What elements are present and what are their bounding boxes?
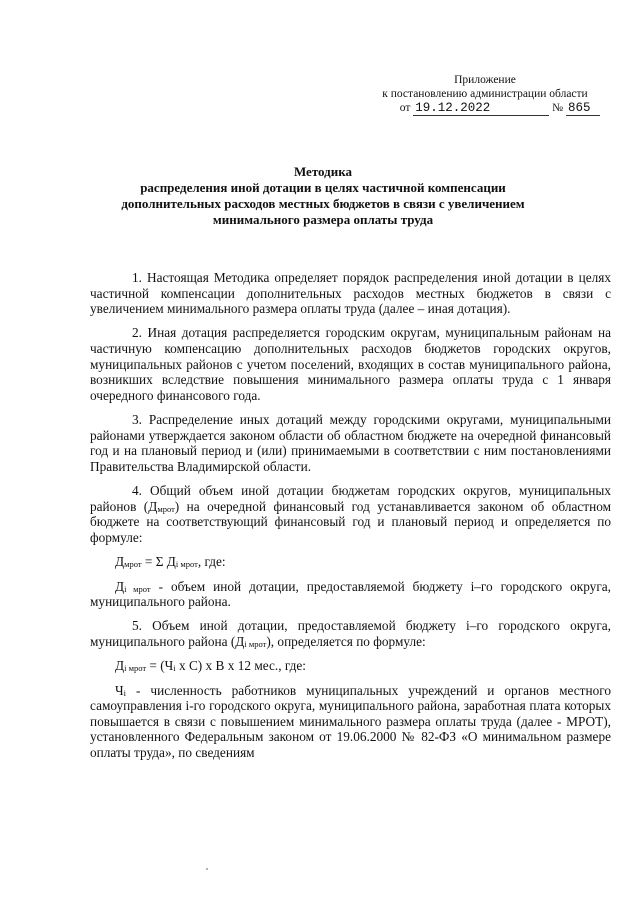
definition-2-sub: i <box>123 687 127 698</box>
formula-1-b: = Σ Д <box>141 554 176 570</box>
paragraph-5 <box>90 618 611 649</box>
number-label: № <box>552 102 564 114</box>
document-body <box>90 270 611 769</box>
appendix-date-number <box>360 101 610 116</box>
formula-1-sub-2: i мрот <box>175 559 198 570</box>
paragraph-5-text-b: ), определяется по формуле: <box>266 634 426 649</box>
appendix-header <box>360 73 610 116</box>
formula-2-b: = (Ч <box>146 658 174 674</box>
formula-2-c: х С) х В х 12 мес., где: <box>175 658 306 674</box>
paragraph-2: 2. Иная дотация распределяется городским округам, муниципальным районам на частичную компенсацию дополнительных расходов бюджетов городских округов, муниципальных районов с учетом поселений, входящих в состав муниципального района, возникших вследствие повышения минимального размера оплаты труда с 1 января очередного финансового года. <box>90 325 611 403</box>
title-line-1: Методика <box>293 164 353 179</box>
formula-2 <box>90 658 611 674</box>
definition-1-a: Д <box>115 578 125 594</box>
title-line-3: дополнительных расходов местных бюджетов в связи с увеличением <box>121 196 525 211</box>
definition-1-b: - объем иной дотации, предоставляемой бюджету i–го городского округа, муниципального района. <box>90 578 612 610</box>
from-label: от <box>399 102 411 114</box>
paragraph-3: 3. Распределение иных дотаций между городскими округами, муниципальными районами утверждается законом области об областном бюджете на очередной финансовый год и на плановый период и (или) принимаемыми в соответствии с ним постановлениями Правительства Владимирской области. <box>90 412 611 474</box>
appendix-title: Приложение <box>454 74 516 86</box>
paragraph-5-text-a: 5. Объем иной дотации, предоставляемой бюджету i–го городского округа, муниципального района (Д <box>90 618 611 649</box>
title-line-2: распределения иной дотации в целях частичной компенсации <box>140 180 506 195</box>
scan-speck <box>206 868 208 870</box>
definition-1 <box>90 579 611 610</box>
document-title <box>95 164 551 228</box>
paragraph-4 <box>90 483 611 545</box>
paragraph-1: 1. Настоящая Методика определяет порядок распределения иной дотации в целях частичной компенсации дополнительных расходов местных бюджетов в связи с увеличением минимального размера оплаты труда (далее – иная дотация). <box>90 270 611 317</box>
paragraph-4-subscript: мрот <box>157 503 175 514</box>
formula-2-sub: i мрот <box>124 663 147 674</box>
definition-1-sub: i мрот <box>124 583 151 594</box>
formula-1-a: Д <box>115 554 125 570</box>
definition-2-b: - численность работников муниципальных учреждений и органов местного самоуправления i-го городского округа, муниципального района, заработная плата которых повышается в связи с повышением минимального размера оплаты труда (далее - МРОТ), установленного Федеральным законом от 19.06.2000 № 82-ФЗ «О минимальном размере оплаты труда», по сведениям <box>90 682 611 760</box>
paragraph-4-text-a: 4. Общий объем иной дотации бюджетам городских округов, муниципальных районов (Д <box>90 483 611 514</box>
paragraph-5-subscript: i мрот <box>244 639 267 649</box>
paragraph-4-text-b: ) на очередной финансовый год устанавливается законом об областном бюджете на соответствующий финансовый год и плановый период и определяется по формуле: <box>90 498 611 545</box>
formula-2-sub-2: i <box>173 663 176 674</box>
appendix-resolution: к постановлению администрации области <box>382 88 588 100</box>
resolution-number: 865 <box>566 102 600 116</box>
formula-2-a: Д <box>115 658 125 674</box>
formula-1-c: , где: <box>197 554 226 570</box>
formula-1-sub-1: мрот <box>124 559 142 570</box>
formula-1 <box>90 554 611 570</box>
definition-2 <box>90 683 611 761</box>
resolution-date: 19.12.2022 <box>413 102 549 116</box>
definition-2-a: Ч <box>115 682 124 698</box>
title-line-4: минимального размера оплаты труда <box>212 212 434 227</box>
